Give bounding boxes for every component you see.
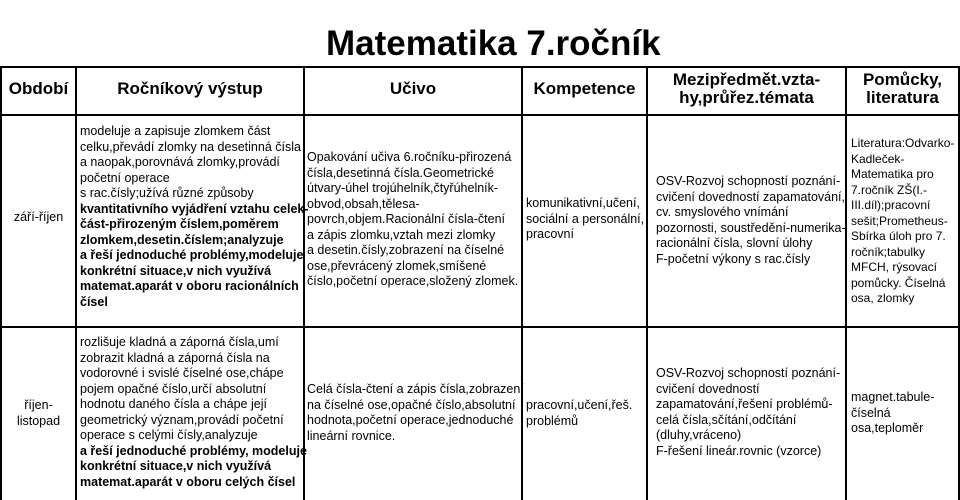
- table-col-divider: [75, 66, 77, 500]
- header-obdobi: Období: [8, 79, 69, 98]
- header-pomucky: Pomůcky, literatura: [862, 70, 943, 107]
- header-mezipredmet: Mezipředmět.vzta- hy,průřez.témata: [672, 70, 821, 107]
- row2-obdobi: říjen- listopad: [16, 398, 61, 428]
- row1-vystup: modeluje a zapisuje zlomkem část celku,převádí zlomky na desetinná čísla a naopak,porovnává zlomky,provádí početní operace s rac.čísly;užívá různé způsoby kvantitativního vyjádření vztahu celek- část-přirozeným číslem,poměrem zlomkem,desetin.číslem;analyzuje a řeší jednoduché problémy,modeluje konkrétní situace,v nich využívá matemat.aparát v oboru racionálních čísel: [80, 124, 309, 309]
- table-col-divider: [646, 66, 648, 500]
- row2-ucivo: Celá čísla-čtení a zápis čísla,zobrazení na číselné ose,opačné číslo,absolutní hodnota,početní operace,jednoduché lineární rovnice.: [307, 382, 524, 443]
- page-title: Matematika 7.ročník: [326, 24, 661, 63]
- row1-kompetence: komunikativní,učení, sociální a personální, pracovní: [526, 196, 645, 241]
- table-col-divider: [845, 66, 847, 500]
- row1-mezipredmet: OSV-Rozvoj schopností poznání- cvičení dovedností zapamatování, cv. smyslového vnímání pozornosti, soustředění-numerika- racionální čísla, slovní úlohy F-početní výkony s rac.čísly: [656, 174, 846, 266]
- header-vystup: Ročníkový výstup: [117, 79, 263, 98]
- header-ucivo: Učivo: [389, 79, 437, 98]
- row1-obdobi: září-říjen: [13, 210, 64, 224]
- row2-vystup: rozlišuje kladná a záporná čísla,umí zobrazit kladná a záporná čísla na vodorovné i svislé číselné ose,chápe pojem opačné číslo,určí absolutní hodnotu daného čísla a chápe její geometrický význam,provádí početní operace s celými čísly,analyzuje a řeší jednoduché problémy, modeluje konkrétní situace,v nich využívá matemat.aparát v oboru celých čísel: [80, 335, 307, 489]
- header-kompetence: Kompetence: [533, 79, 636, 98]
- row1-ucivo: Opakování učiva 6.ročníku-přirozená čísla,desetinná čísla.Geometrické útvary-úhel trojúhelník,čtyřúhelník- obvod,obsah,tělesa- povrch,objem.Racionální čísla-čtení a zápis zlomku,vztah mezi zlomky a desetin.čísly,zobrazení na číselné ose,převrácený zlomek,smíšené číslo,početní operace,složený zlomek.: [307, 150, 519, 288]
- row2-mezipredmet: OSV-Rozvoj schopností poznání- cvičení dovedností zapamatování,řešení problémů- celá čísla,sčítání,odčítání (dluhy,vráceno) F-řešení lineár.rovnic (vzorce): [656, 366, 841, 458]
- row2-pomucky: magnet.tabule- číselná osa,teploměr: [851, 390, 935, 435]
- table-row-divider: [0, 326, 960, 328]
- row2-kompetence: pracovní,učení,řeš. problémů: [526, 398, 633, 428]
- table-border-top: [0, 66, 960, 68]
- table-header-divider: [0, 114, 960, 116]
- table-col-divider: [0, 66, 2, 500]
- row1-pomucky: Literatura:Odvarko- Kadleček- Matematika pro 7.ročník ZŠ(I.- III.díl);pracovní sešit;Prometheus- Sbírka úloh pro 7. ročník;tabulky MFCH, rýsovací pomůcky. Číselná osa, zlomky: [851, 136, 955, 305]
